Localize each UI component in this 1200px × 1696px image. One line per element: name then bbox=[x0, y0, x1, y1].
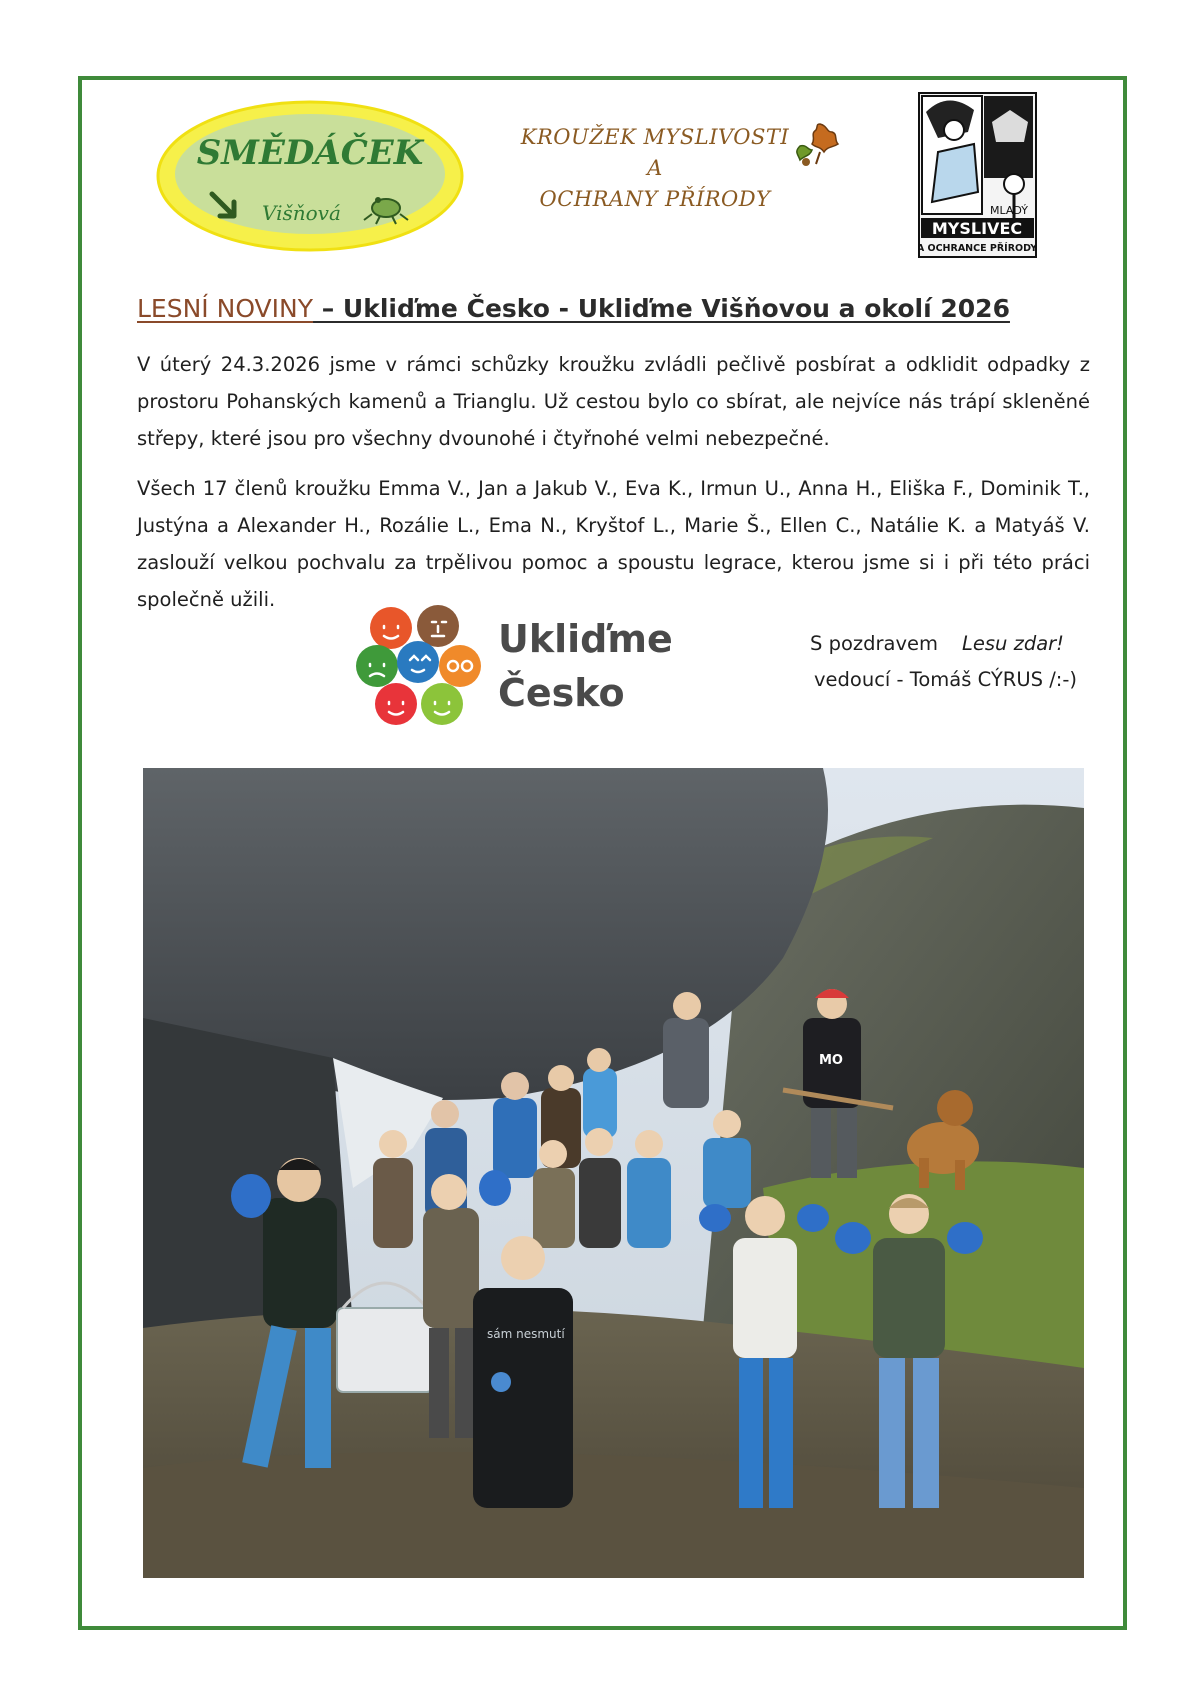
logo-text-top: MLADÝ bbox=[990, 204, 1028, 217]
club-title-line3: OCHRANY PŘÍRODY bbox=[539, 187, 771, 211]
mlady-myslivec-logo bbox=[918, 92, 1037, 258]
paragraph-event: V úterý 24.3.2026 jsme v rámci schůzky kroužku zvládli pečlivě posbírat a odklidit odpadky z prostoru Pohanských kamenů a Trianglu. Už cestou bylo co sbírat, ale nejvíce nás trápí skleněné střepy, které jsou pro všechny dvounohé i čtyřnohé velmi nebezpečné. bbox=[137, 353, 1090, 450]
bag-text: sám nesmutí bbox=[487, 1327, 565, 1341]
group-photo bbox=[143, 768, 1084, 1578]
oak-leaf-icon bbox=[790, 118, 850, 168]
uklidme-cesko-wordmark bbox=[498, 612, 673, 720]
headline-title: – Ukliďme Česko - Ukliďme Višňovou a okolí 2026 bbox=[313, 294, 1010, 323]
greeting-signoff: Lesu zdar! bbox=[962, 632, 1064, 655]
logo-text-bottom: A OCHRANCE PŘÍRODY bbox=[918, 243, 1037, 254]
greeting bbox=[810, 632, 1064, 655]
paragraph-members: Všech 17 členů kroužku Emma V., Jan a Jakub V., Eva K., Irmun U., Anna H., Eliška F., Dominik T., Justýna a Alexander H., Rozálie L., Ema N., Kryštof L., Marie Š., Ellen C., Natálie K. a Matyáš V. zaslouží velkou pochvalu za trpělivou pomoc a spoustu legrace, kterou jsme si i při této práci společně užili. bbox=[137, 477, 1090, 611]
headline bbox=[137, 294, 1037, 323]
shirt-text: MO bbox=[819, 1053, 843, 1068]
uklidme-cesko-faces-icon bbox=[356, 604, 482, 730]
uklidme-cesko-line1: Ukliďme bbox=[498, 617, 673, 661]
badge-subtitle: Višňová bbox=[262, 201, 341, 225]
leader-signature: vedoucí - Tomáš CÝRUS /:-) bbox=[814, 668, 1077, 691]
badge-title: SMĚDÁČEK bbox=[196, 133, 424, 173]
smedacek-logo bbox=[154, 98, 466, 254]
club-title bbox=[470, 122, 840, 215]
greeting-text: S pozdravem bbox=[810, 632, 938, 655]
club-title-line2: A bbox=[647, 156, 663, 180]
logo-text-mid: MYSLIVEC bbox=[931, 219, 1023, 238]
uklidme-cesko-line2: Česko bbox=[498, 671, 625, 715]
headline-lead: LESNÍ NOVINY bbox=[137, 294, 314, 323]
club-title-line1: KROUŽEK MYSLIVOSTI bbox=[520, 125, 790, 149]
